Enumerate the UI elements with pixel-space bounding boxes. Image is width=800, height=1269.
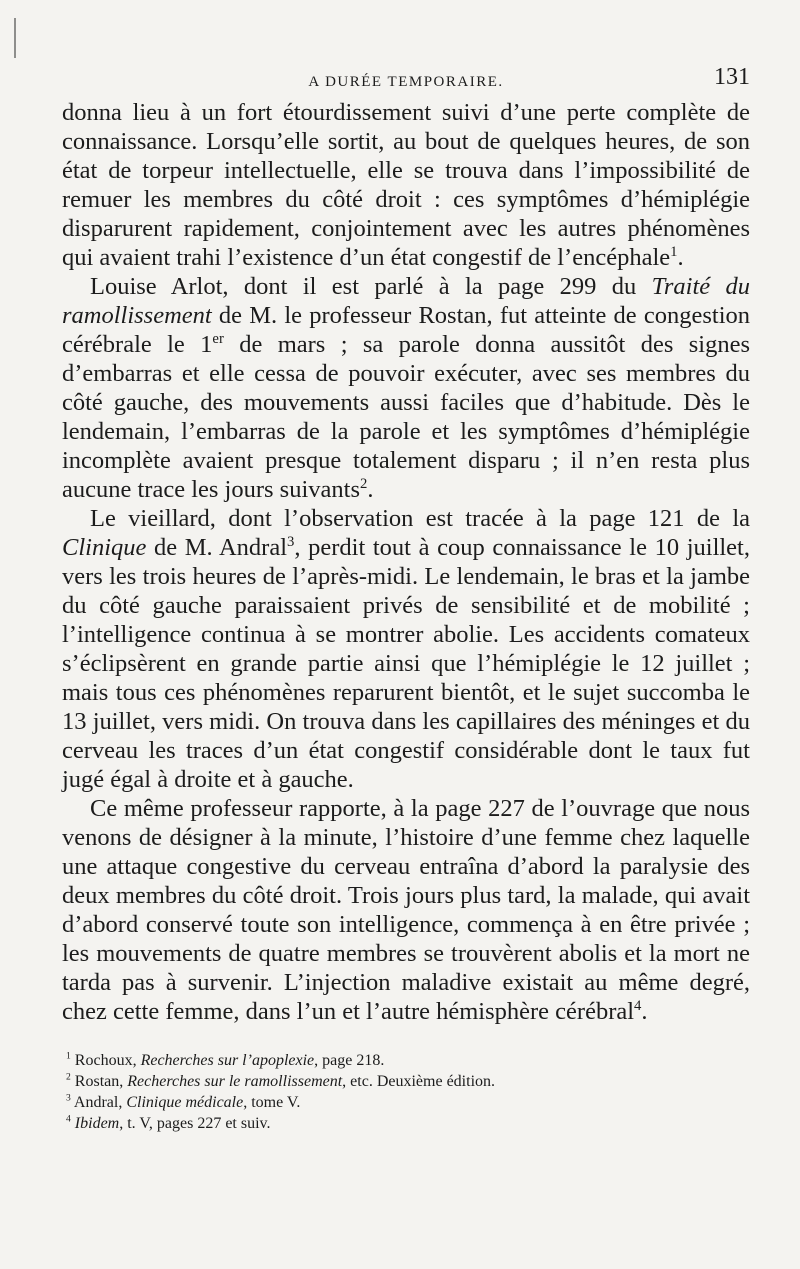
italic-title: Recherches sur le ramollissement [127,1073,343,1090]
footnote-number: 4 [66,1113,71,1125]
footnote-number: 2 [66,1071,71,1083]
footnote-mark: 3 [287,533,295,550]
body-text [62,98,750,1026]
text-run: , t. V, pages 227 et suiv. [119,1115,271,1132]
footnote-number: 3 [66,1092,71,1104]
text-run: , etc. Deuxième édition. [342,1073,496,1090]
text-run: Ce même professeur rapporte, à la page 227 de l’ouvrage que nous venons de désigner à la minute, l’histoire d’une femme chez laquelle une attaque congestive du cerveau entraîna d’abord la paralysie des deux membres du côté droit. Trois jours plus tard, la malade, qui avait d’abord conservé toute son intelligence, commença à en être privée ; les mouvements de quatre membres se trouvèrent abolis et la mort ne tarda pas à survenir. L’injection maladive existait au même degré, chez cette femme, dans l’un et l’autre hémisphère cérébral [62,795,750,1025]
footnote [66,1092,750,1113]
running-title: A DURÉE TEMPORAIRE. [308,74,504,90]
paragraph [62,504,750,794]
footnote [66,1050,750,1071]
text-run: donna lieu à un fort étourdissement suivi d’une perte complète de connaissance. Lorsqu’elle sortit, au bout de quelques heures, de son état de torpeur intellectuelle, elle se trouva dans l’impossibilité de remuer les membres du côté droit : ces symptômes d’hémiplégie disparurent rapidement, conjointement avec les autres phénomènes qui avaient trahi l’existence d’un état congestif de l’encéphale [62,99,750,271]
footnotes [62,1050,750,1134]
text-run: Rostan, [74,1073,128,1090]
footnote-number: 1 [66,1050,71,1062]
text-run: Louise Arlot, dont il est parlé à la page 299 du [90,273,652,300]
text-run: de mars ; sa parole donna aussitôt des signes d’embarras et elle cessa de pouvoir exécuter, avec ses membres du côté gauche, des mouvements aussi faciles que d’habitude. Dès le lendemain, l’embarras de la parole et les symptômes d’hémiplégie incomplète avaient presque totalement disparu ; il n’en resta plus aucune trace les jours suivants [62,331,750,503]
italic-title: Ibidem [74,1115,120,1132]
italic-title: Traité du ramollissement [62,273,751,329]
text-run: . [367,476,374,503]
footnote [66,1113,750,1134]
italic-title: Recherches sur l’apoplexie [140,1052,315,1069]
footnote-mark: er [212,330,224,347]
text-run: Rochoux, [74,1052,141,1069]
page-header [62,62,750,98]
book-page [62,62,750,1134]
paragraph [62,98,750,272]
text-run: , perdit tout à coup connaissance le 10 juillet, vers les trois heures de l’après-midi. Le lendemain, le bras et la jambe du côté gauche paraissaient privés de sensibilité et de mobilité ; l’intelligence continua à se montrer abolie. Les accidents comateux s’éclipsèrent en grande partie ainsi que l’hémiplégie le 12 juillet ; mais tous ces phénomènes reparurent bientôt, et le sujet succomba le 13 juillet, vers midi. On trouva dans les capillaires des méninges et du cerveau les traces d’un état congestif considérable dont le taux fut jugé égal à droite et à gauche. [62,534,750,793]
footnote-mark: 1 [670,243,678,260]
footnote [66,1071,750,1092]
text-run: Le vieillard, dont l’observation est tracée à la page 121 de la [90,505,750,532]
paragraph [62,272,750,504]
italic-title: Clinique médicale [126,1094,244,1111]
text-run: de M. le professeur Rostan, fut atteinte de congestion cérébrale le 1 [62,302,750,358]
paragraph [62,794,750,1026]
text-run: . [677,244,684,271]
italic-title: Clinique [62,534,147,561]
footnote-mark: 2 [359,475,368,492]
text-run: . [641,998,648,1025]
text-run: , page 218. [314,1052,385,1069]
text-run: de M. Andral [146,534,287,561]
gutter-rule [14,18,16,58]
text-run: , tome V. [243,1094,301,1111]
page-number: 131 [714,64,750,90]
text-run: Andral, [73,1094,127,1111]
footnote-mark: 4 [634,997,642,1014]
